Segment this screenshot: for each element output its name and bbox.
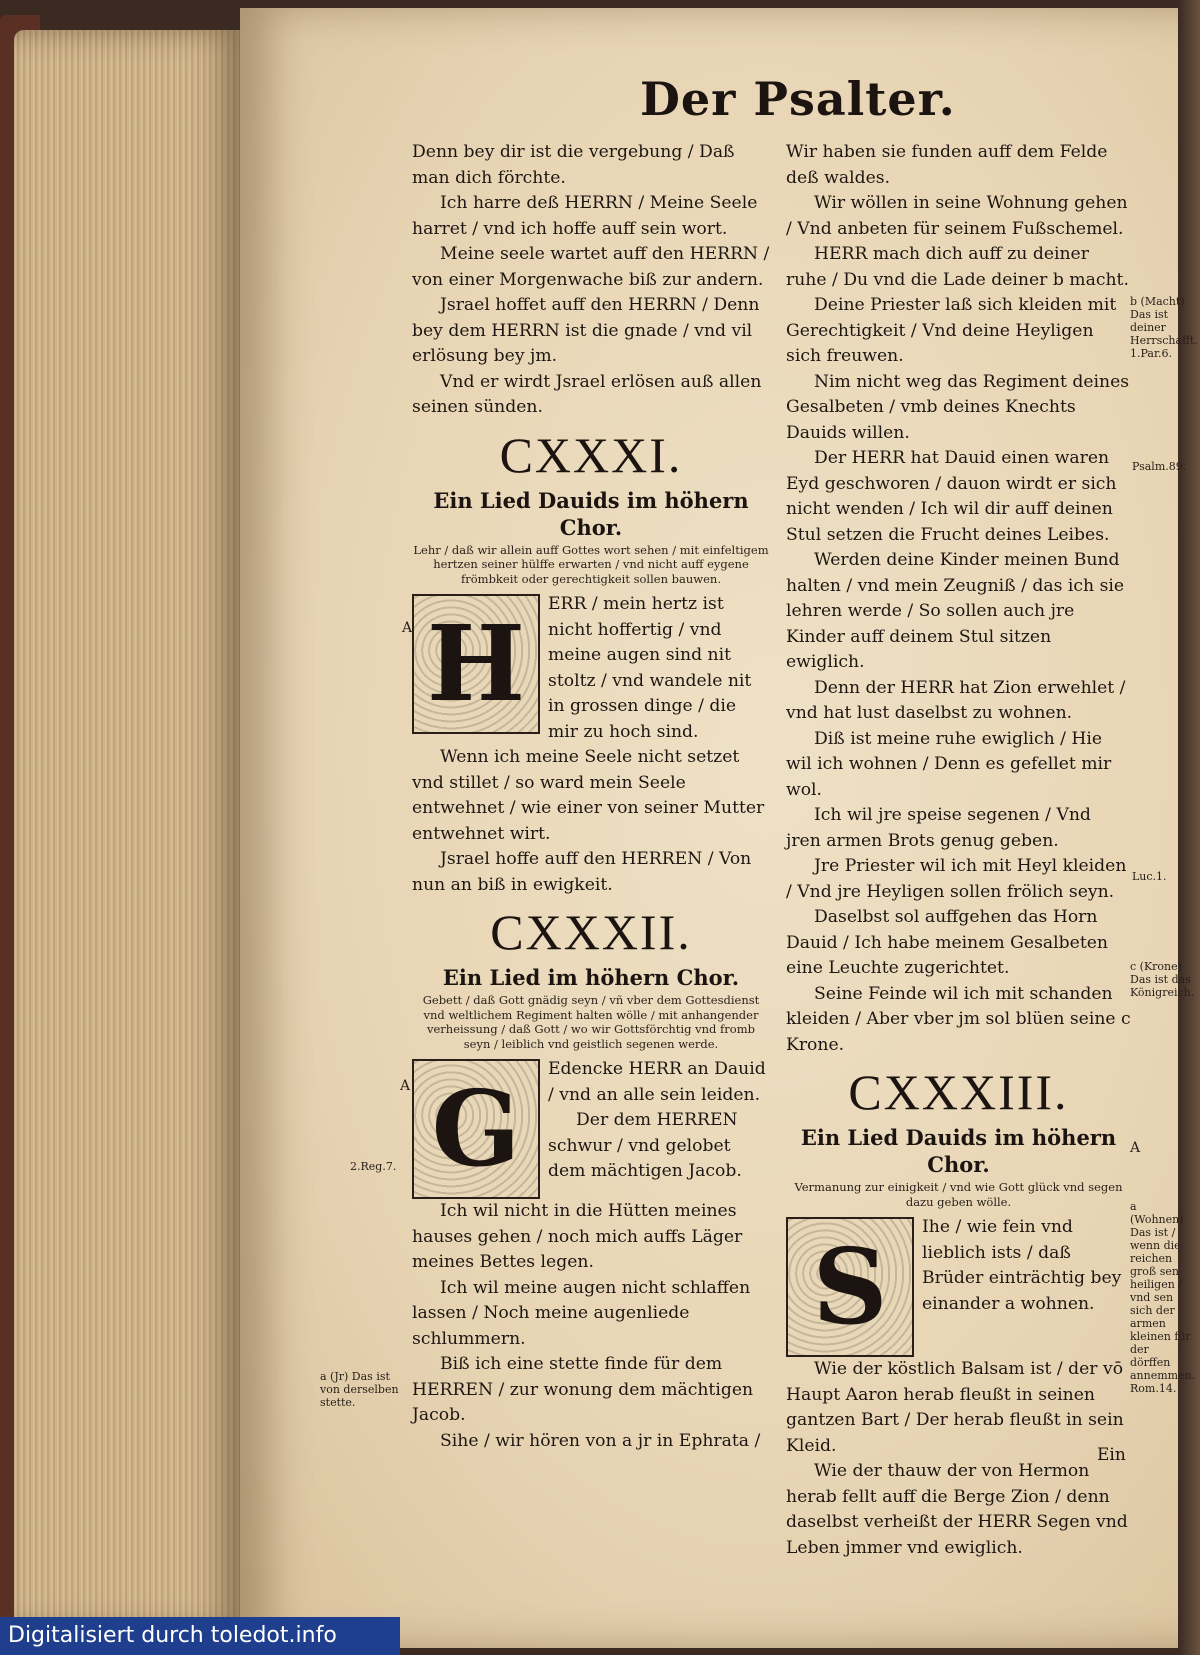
- paragraph: Deine Priester laß sich kleiden mit Gerechtigkeit / Vnd deine Heyligen sich freuwen.: [786, 295, 1117, 366]
- paragraph: Daselbst sol auffgehen das Horn Dauid / Ich habe meinem Gesalbeten eine Leuchte zugerichtet.: [786, 907, 1108, 978]
- margin-note-reg: 2.Reg.7.: [350, 1160, 397, 1173]
- paragraph: Wie der köstlich Balsam ist / der vō Haupt Aaron herab fleußt in seinen gantzen Bart / Der herab fleußt in sein Kleid.: [786, 1359, 1124, 1456]
- psalm-summary: Gebett / daß Gott gnädig seyn / vñ vber dem Gottesdienst vnd weltlichem Regiment halten wölle / mit anhangender verheissung / daß Gott / wo wir Gottsförchtig vnd fromb seyn / leiblich vnd geistlich segenen werde.: [422, 993, 760, 1051]
- paragraph: Ich wil nicht in die Hütten meines hauses gehen / noch mich auffs Läger meines Bettes legen.: [412, 1201, 743, 1272]
- psalm-summary: Lehr / daß wir allein auff Gottes wort sehen / mit einfeltigem hertzen seiner hülffe erwarten / vnd nicht auff eygene frömbkeit oder gerechtigkeit sollen bauwen.: [413, 542, 769, 586]
- paragraph: Jsrael hoffet auff den HERRN / Denn bey dem HERRN ist die gnade / vnd vil erlösung bey jm.: [412, 295, 760, 366]
- section-marker: A: [1130, 1140, 1141, 1156]
- margin-note-luc: Luc.1.: [1132, 870, 1167, 883]
- paragraph: Diß ist meine ruhe ewiglich / Hie wil ich wohnen / Denn es gefellet mir wol.: [786, 728, 1112, 800]
- paragraph: Ich wil jre speise segenen / Vnd jren armen Brots genug geben.: [786, 805, 1091, 851]
- psalm-title: Ein Lied Dauids im höhern Chor.: [800, 1125, 1117, 1177]
- catchword: Ein: [1097, 1445, 1126, 1465]
- left-column: [412, 140, 770, 1454]
- psalm-number: CXXXI.: [499, 426, 683, 483]
- paragraph: Wenn ich meine Seele nicht setzet vnd stillet / so ward mein Seele entwehnet / wie einer von seiner Mutter entwehnet wirt.: [412, 747, 765, 844]
- psalm-summary: Vermanung zur einigkeit / vnd wie Gott glück vnd segen dazu geben wölle.: [794, 1180, 1123, 1209]
- psalm-number: CXXXIII.: [848, 1064, 1069, 1120]
- right-column: [786, 140, 1131, 1561]
- margin-note-krone: c (Krone) Das ist das Königreich.: [1130, 960, 1195, 999]
- paragraph: Ich harre deß HERRN / Meine Seele harret / vnd ich hoffe auff sein wort.: [412, 193, 758, 239]
- book-page-edges: [14, 30, 244, 1630]
- paragraph: Jsrael hoffe auff den HERREN / Von nun an biß in ewigkeit.: [412, 849, 752, 895]
- psalm-title: Ein Lied im höhern Chor.: [442, 965, 740, 990]
- paragraph: Seine Feinde wil ich mit schanden kleiden / Aber vber jm sol blüen seine c Krone.: [786, 983, 1131, 1055]
- paragraph: Jre Priester wil ich mit Heyl kleiden / Vnd jre Heyligen sollen frölich seyn.: [786, 856, 1127, 902]
- psalm-number: CXXXII.: [490, 904, 692, 960]
- psalm-title: Ein Lied Dauids im höhern Chor.: [433, 487, 749, 540]
- psalm-opening: [412, 1057, 770, 1199]
- paragraph: Der HERR hat Dauid einen waren Eyd geschworen / dauon wirdt er sich nicht wenden / Ich wil dir auff deinen Stul setzen die Frucht deines Leibes.: [786, 448, 1117, 545]
- paragraph: Meine seele wartet auff den HERRN / von einer Morgenwache biß zur andern.: [412, 244, 770, 290]
- digitization-watermark: Digitalisiert durch toledot.info: [0, 1617, 400, 1655]
- paragraph: Edencke HERR an Dauid / vnd an alle sein leiden.: [548, 1059, 766, 1105]
- running-head: Der Psalter.: [640, 72, 956, 126]
- psalm-opening: [786, 1215, 1131, 1357]
- paragraph: Biß ich eine stette finde für dem HERREN / zur wonung dem mächtigen Jacob.: [412, 1354, 754, 1425]
- paragraph: Wir haben sie funden auff dem Felde deß waldes.: [786, 142, 1108, 188]
- paragraph: Ihe / wie fein vnd lieblich ists / daß Brüder einträchtig bey einander a wohnen.: [922, 1217, 1122, 1314]
- paragraph: Vnd er wirdt Jsrael erlösen auß allen seinen sünden.: [412, 371, 762, 417]
- paragraph: Werden deine Kinder meinen Bund halten / vnd mein Zeugniß / das ich sie lehren werde / So sollen auch jre Kinder auff deinem Stul sitzen ewiglich.: [786, 550, 1125, 672]
- margin-note-wohnen: a (Wohnen) Das ist / wenn die reichen groß sen heiligen / vnd sen sich der armen kleinen für der dörffen annemmen. Rom.14.: [1130, 1200, 1196, 1395]
- paragraph: Nim nicht weg das Regiment deines Gesalbeten / vmb deines Knechts Dauids willen.: [786, 371, 1130, 443]
- paragraph: Denn bey dir ist die vergebung / Daß man dich förchte.: [412, 142, 735, 188]
- paragraph: Denn der HERR hat Zion erwehlet / vnd hat lust daselbst zu wohnen.: [786, 677, 1126, 723]
- margin-note-macht: b (Macht) Das ist deiner Herrschafft. 1.Par.6.: [1130, 295, 1198, 360]
- section-marker: A: [400, 1078, 411, 1094]
- paragraph: Wir wöllen in seine Wohnung gehen / Vnd anbeten für seinem Fußschemel.: [786, 193, 1128, 239]
- paragraph: Der dem HERREN schwur / vnd gelobet dem mächtigen Jacob.: [548, 1110, 742, 1181]
- paragraph: Ich wil meine augen nicht schlaffen lassen / Noch meine augenliede schlummern.: [412, 1277, 751, 1349]
- psalm-opening: [412, 592, 770, 745]
- section-marker: A: [402, 620, 413, 636]
- margin-note-psalm-ref: Psalm.89.: [1132, 460, 1187, 473]
- decorated-initial: H: [412, 594, 540, 734]
- next-page-edge: [1178, 0, 1200, 1655]
- paragraph: ERR / mein hertz ist nicht hoffertig / vnd meine augen sind nit stoltz / vnd wandele nit in grossen dinge / die mir zu hoch sind.: [548, 594, 752, 742]
- paragraph: Sihe / wir hören von a jr in Ephrata /: [440, 1430, 761, 1451]
- margin-note-jr: a (Jr) Das ist von derselben stette.: [320, 1370, 399, 1409]
- decorated-initial: G: [412, 1059, 540, 1199]
- paragraph: HERR mach dich auff zu deiner ruhe / Du vnd die Lade deiner b macht.: [786, 244, 1129, 290]
- paragraph: Wie der thauw der von Hermon herab fellt auff die Berge Zion / denn daselbst verheißt der HERR Segen vnd Leben jmmer vnd ewiglich.: [786, 1461, 1128, 1558]
- decorated-initial: S: [786, 1217, 914, 1357]
